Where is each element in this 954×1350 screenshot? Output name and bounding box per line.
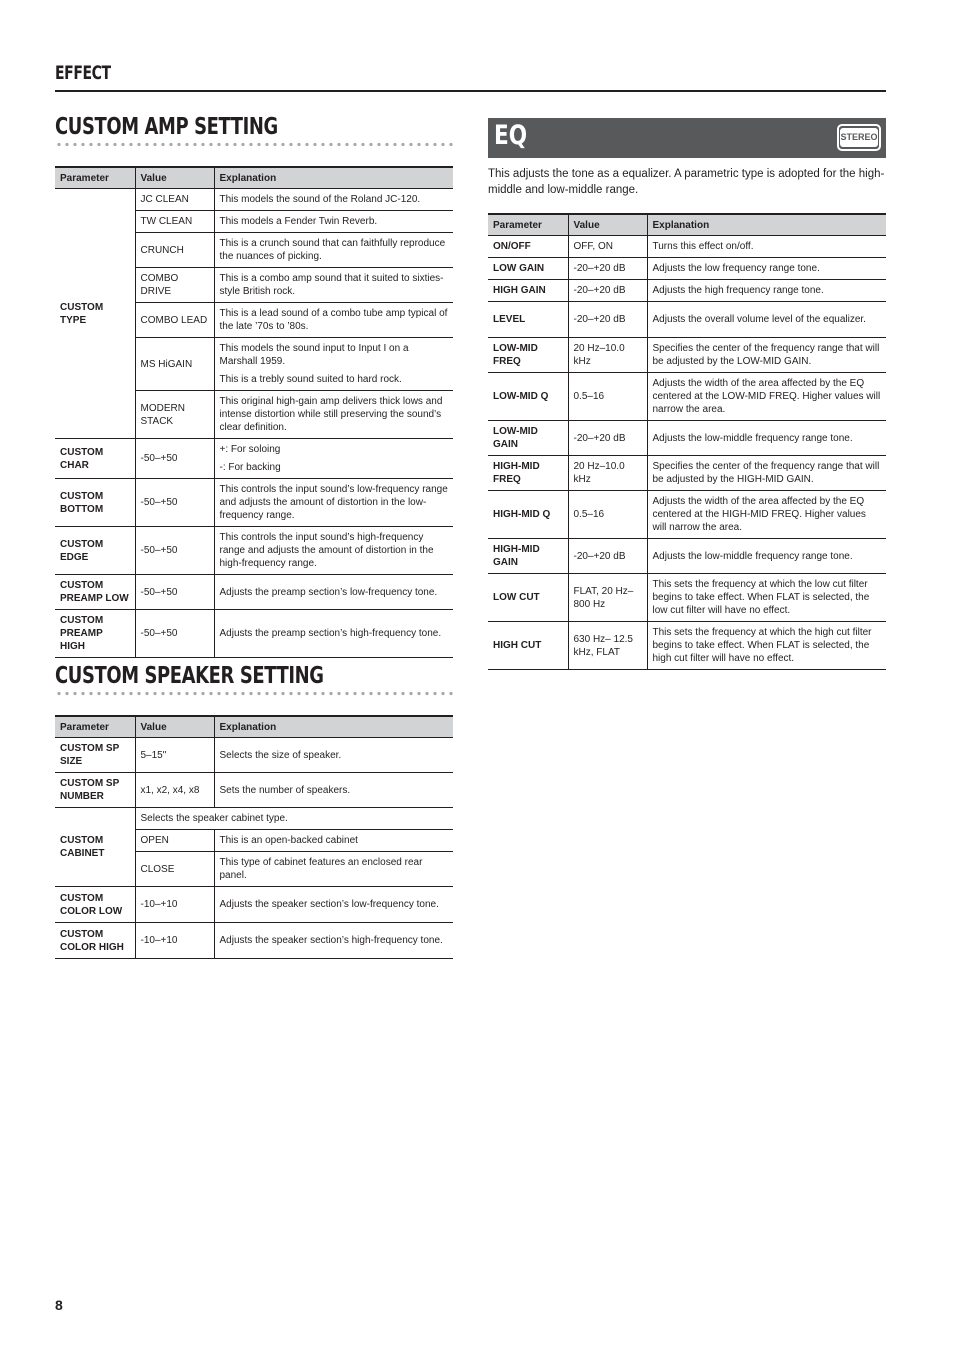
speaker-table-header [55,716,453,738]
param-cell: LOW GAIN [488,258,568,280]
value-cell: -20–+20 dB [568,302,647,338]
value-cell: TW CLEAN [135,211,214,233]
explanation-cell [214,439,453,479]
table-row [488,491,886,539]
param-cell: LOW-MID FREQ [488,338,568,373]
param-cell: HIGH-MID Q [488,491,568,539]
explanation-cell: Specifies the center of the frequency range that will be adjusted by the HIGH-MID GAIN. [647,456,886,491]
col-parameter: Parameter [488,214,568,236]
explanation-line: This is a trebly sound suited to hard rock. [219,374,402,385]
eq-title: EQ [494,120,528,151]
table-row [488,302,886,338]
explanation-cell: This is a combo amp sound that it suited to sixties-style British rock. [214,268,453,303]
explanation-cell: This controls the input sound’s low-frequency range and adjusts the amount of distortion in the low-frequency range. [214,479,453,527]
value-cell: -50–+50 [135,575,214,610]
explanation-cell: Adjusts the low-middle frequency range tone. [647,539,886,574]
explanation-cell: Turns this effect on/off. [647,236,886,258]
table-row [488,258,886,280]
explanation-cell: Selects the size of speaker. [214,738,453,773]
value-cell: -20–+20 dB [568,258,647,280]
explanation-line: -: For backing [219,462,281,473]
table-row [488,236,886,258]
param-cell: HIGH CUT [488,622,568,670]
col-parameter: Parameter [55,167,135,189]
speaker-heading: CUSTOM SPEAKER SETTING [55,663,324,689]
speaker-heading-dots [55,691,453,696]
section-rule [55,90,886,92]
value-cell: CRUNCH [135,233,214,268]
table-row [488,280,886,302]
value-cell: JC CLEAN [135,189,214,211]
table-row [55,808,453,830]
table-row [55,887,453,923]
explanation-cell: Adjusts the overall volume level of the equalizer. [647,302,886,338]
param-cell: HIGH-MID GAIN [488,539,568,574]
table-row [55,439,453,479]
value-cell: -50–+50 [135,479,214,527]
value-cell: -10–+10 [135,923,214,959]
explanation-cell: Adjusts the preamp section’s low-frequency tone. [214,575,453,610]
table-row [55,610,453,658]
param-cell: CUSTOM PREAMP LOW [55,575,135,610]
explanation-cell: This is an open-backed cabinet [214,830,453,852]
value-cell: OPEN [135,830,214,852]
value-cell: 20 Hz–10.0 kHz [568,456,647,491]
param-cell: ON/OFF [488,236,568,258]
explanation-line: This models the sound input to Input I on a Marshall 1959. [219,343,409,367]
explanation-cell: This controls the input sound’s high-frequency range and adjusts the amount of distortion in the high-frequency range. [214,527,453,575]
stereo-badge-label: STEREO [840,128,878,147]
explanation-cell: This original high-gain amp delivers thick lows and intense distortion while still preserving the sound’s clear definition. [214,391,453,439]
amp-heading-dots [55,142,453,147]
explanation-cell: Adjusts the high frequency range tone. [647,280,886,302]
param-cell: LEVEL [488,302,568,338]
value-cell: -20–+20 dB [568,539,647,574]
value-cell: 5–15" [135,738,214,773]
table-row [55,527,453,575]
value-cell: -10–+10 [135,887,214,923]
param-cell: CUSTOM COLOR LOW [55,887,135,923]
value-cell: 20 Hz–10.0 kHz [568,338,647,373]
table-row [488,373,886,421]
amp-table-header [55,167,453,189]
table-row [55,738,453,773]
speaker-table [55,715,453,959]
table-row [55,923,453,959]
table-row [488,622,886,670]
table-row [488,539,886,574]
value-cell: COMBO DRIVE [135,268,214,303]
explanation-cell: This sets the frequency at which the low cut filter begins to take effect. When FLAT is selected, the low cut filter will have no effect. [647,574,886,622]
explanation-cell [214,338,453,391]
explanation-cell: Adjusts the preamp section’s high-frequency tone. [214,610,453,658]
param-cell: CUSTOM PREAMP HIGH [55,610,135,658]
stereo-badge [837,124,881,151]
explanation-cell: Adjusts the width of the area affected by the EQ centered at the HIGH-MID FREQ. Higher values will narrow the area. [647,491,886,539]
param-cell: CUSTOM EDGE [55,527,135,575]
col-value: Value [135,716,214,738]
cabinet-intro: Selects the speaker cabinet type. [135,808,453,830]
col-explanation: Explanation [214,716,453,738]
col-value: Value [135,167,214,189]
page-number: 8 [55,1297,63,1313]
table-row [488,421,886,456]
param-cell: HIGH GAIN [488,280,568,302]
value-cell: 630 Hz– 12.5 kHz, FLAT [568,622,647,670]
value-cell: MS HiGAIN [135,338,214,391]
eq-table [488,213,886,670]
eq-table-header [488,214,886,236]
value-cell: 0.5–16 [568,491,647,539]
explanation-cell: This sets the frequency at which the high cut filter begins to take effect. When FLAT is selected, the high cut filter will have no effect. [647,622,886,670]
param-cell: LOW-MID GAIN [488,421,568,456]
explanation-cell: Sets the number of speakers. [214,773,453,808]
explanation-cell: Adjusts the width of the area affected by the EQ centered at the LOW-MID FREQ. Higher values will narrow the area. [647,373,886,421]
eq-description: This adjusts the tone as a equalizer. A parametric type is adopted for the high-middle and low-middle range. [488,168,885,196]
section-title: EFFECT [55,62,111,84]
value-cell: -50–+50 [135,439,214,479]
value-cell: -20–+20 dB [568,280,647,302]
table-row [55,773,453,808]
value-cell: 0.5–16 [568,373,647,421]
value-cell: -50–+50 [135,610,214,658]
table-row [488,574,886,622]
param-cell: CUSTOM BOTTOM [55,479,135,527]
table-row [55,479,453,527]
param-cell: CUSTOM CHAR [55,439,135,479]
value-cell: -50–+50 [135,527,214,575]
value-cell: CLOSE [135,852,214,887]
value-cell: MODERN STACK [135,391,214,439]
param-cell: CUSTOM CABINET [55,808,135,887]
col-parameter: Parameter [55,716,135,738]
value-cell: x1, x2, x4, x8 [135,773,214,808]
col-explanation: Explanation [647,214,886,236]
param-cell: LOW-MID Q [488,373,568,421]
table-row [488,456,886,491]
amp-table [55,166,453,658]
param-cell: CUSTOM SP NUMBER [55,773,135,808]
eq-header-bar [488,118,886,158]
table-row [55,189,453,211]
amp-heading: CUSTOM AMP SETTING [55,114,278,140]
param-cell: CUSTOM COLOR HIGH [55,923,135,959]
value-cell: COMBO LEAD [135,303,214,338]
param-cell: CUSTOM TYPE [55,189,135,439]
explanation-cell: Specifies the center of the frequency range that will be adjusted by the LOW-MID GAIN. [647,338,886,373]
explanation-cell: This type of cabinet features an enclosed rear panel. [214,852,453,887]
explanation-cell: Adjusts the speaker section’s low-frequency tone. [214,887,453,923]
explanation-cell: This models a Fender Twin Reverb. [214,211,453,233]
explanation-line: +: For soloing [219,444,281,455]
param-cell: LOW CUT [488,574,568,622]
explanation-cell: Adjusts the low-middle frequency range tone. [647,421,886,456]
value-cell: FLAT, 20 Hz–800 Hz [568,574,647,622]
explanation-cell: Adjusts the speaker section’s high-frequency tone. [214,923,453,959]
col-explanation: Explanation [214,167,453,189]
param-cell: CUSTOM SP SIZE [55,738,135,773]
table-row [488,338,886,373]
table-row [55,575,453,610]
col-value: Value [568,214,647,236]
explanation-cell: This models the sound of the Roland JC-120. [214,189,453,211]
param-cell: HIGH-MID FREQ [488,456,568,491]
explanation-cell: Adjusts the low frequency range tone. [647,258,886,280]
explanation-cell: This is a lead sound of a combo tube amp typical of the late ’70s to ’80s. [214,303,453,338]
value-cell: -20–+20 dB [568,421,647,456]
value-cell: OFF, ON [568,236,647,258]
explanation-cell: This is a crunch sound that can faithfully reproduce the nuances of picking. [214,233,453,268]
